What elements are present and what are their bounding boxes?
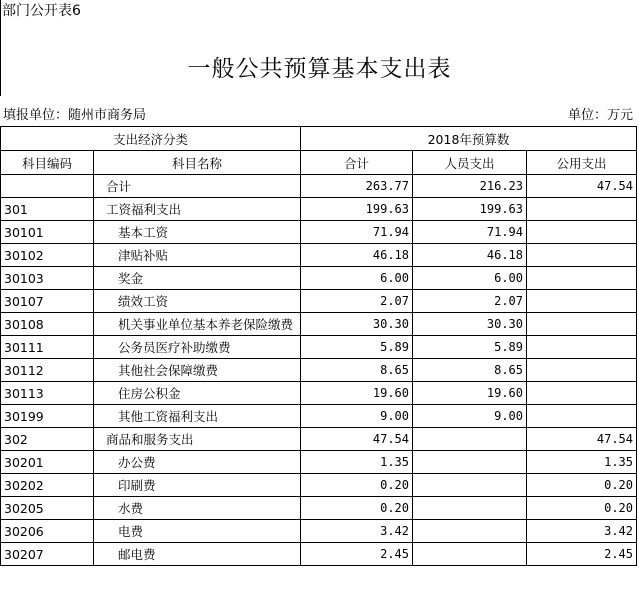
row-total-cell: 71.94	[301, 221, 413, 244]
row-code-cell: 30202	[1, 474, 94, 497]
header-total: 合计	[301, 151, 413, 175]
row-name-cell: 合计	[94, 175, 301, 198]
row-public-cell	[527, 313, 637, 336]
table-row	[1, 451, 637, 474]
table-row	[1, 474, 637, 497]
row-code-cell: 30107	[1, 290, 94, 313]
corner-label: 部门公开表6	[2, 3, 81, 19]
table-row	[1, 244, 637, 267]
row-public-cell: 0.20	[527, 474, 637, 497]
row-code-cell	[1, 175, 94, 198]
row-code-cell: 30206	[1, 520, 94, 543]
currency-unit: 单位：万元	[567, 108, 633, 123]
row-total-cell: 6.00	[301, 267, 413, 290]
row-public-cell: 2.45	[527, 543, 637, 566]
row-public-cell: 1.35	[527, 451, 637, 474]
page-title: 一般公共预算基本支出表	[187, 56, 452, 82]
table-row	[1, 382, 637, 405]
row-total-cell: 0.20	[301, 497, 413, 520]
header-personnel: 人员支出	[413, 151, 527, 175]
row-name-cell: 邮电费	[94, 543, 301, 566]
row-public-cell	[527, 382, 637, 405]
row-code-cell: 30112	[1, 359, 94, 382]
row-name-cell: 水费	[94, 497, 301, 520]
row-code-cell: 30113	[1, 382, 94, 405]
row-code-cell: 30199	[1, 405, 94, 428]
row-name-cell: 印刷费	[94, 474, 301, 497]
table-row	[1, 543, 637, 566]
row-personnel-cell	[413, 497, 527, 520]
row-public-cell	[527, 359, 637, 382]
table-row	[1, 175, 637, 198]
table-row	[1, 198, 637, 221]
header-code: 科目编码	[1, 151, 94, 175]
budget-table	[0, 126, 637, 566]
row-name-cell: 其他社会保障缴费	[94, 359, 301, 382]
row-code-cell: 30108	[1, 313, 94, 336]
row-personnel-cell: 30.30	[413, 313, 527, 336]
row-total-cell: 199.63	[301, 198, 413, 221]
row-total-cell: 2.07	[301, 290, 413, 313]
row-total-cell: 46.18	[301, 244, 413, 267]
header-column-row	[1, 151, 637, 175]
row-public-cell	[527, 290, 637, 313]
row-name-cell: 津贴补贴	[94, 244, 301, 267]
row-total-cell: 263.77	[301, 175, 413, 198]
row-personnel-cell: 5.89	[413, 336, 527, 359]
row-total-cell: 8.65	[301, 359, 413, 382]
row-name-cell: 奖金	[94, 267, 301, 290]
table-row	[1, 221, 637, 244]
row-personnel-cell: 46.18	[413, 244, 527, 267]
row-total-cell: 0.20	[301, 474, 413, 497]
row-personnel-cell	[413, 543, 527, 566]
row-personnel-cell: 6.00	[413, 267, 527, 290]
row-personnel-cell: 71.94	[413, 221, 527, 244]
row-total-cell: 2.45	[301, 543, 413, 566]
row-code-cell: 30102	[1, 244, 94, 267]
row-public-cell: 0.20	[527, 497, 637, 520]
row-total-cell: 30.30	[301, 313, 413, 336]
row-personnel-cell: 199.63	[413, 198, 527, 221]
table-row	[1, 313, 637, 336]
row-total-cell: 5.89	[301, 336, 413, 359]
row-personnel-cell: 216.23	[413, 175, 527, 198]
header-name: 科目名称	[94, 151, 301, 175]
row-name-cell: 其他工资福利支出	[94, 405, 301, 428]
row-personnel-cell: 19.60	[413, 382, 527, 405]
row-code-cell: 30101	[1, 221, 94, 244]
table-row	[1, 520, 637, 543]
row-public-cell	[527, 198, 637, 221]
row-code-cell: 30205	[1, 497, 94, 520]
table-row	[1, 497, 637, 520]
row-code-cell: 302	[1, 428, 94, 451]
row-personnel-cell: 2.07	[413, 290, 527, 313]
row-personnel-cell: 8.65	[413, 359, 527, 382]
header-public: 公用支出	[527, 151, 637, 175]
row-public-cell	[527, 221, 637, 244]
table-row	[1, 336, 637, 359]
table-row	[1, 290, 637, 313]
row-name-cell: 基本工资	[94, 221, 301, 244]
reporting-unit: 填报单位：随州市商务局	[3, 108, 147, 123]
row-personnel-cell	[413, 451, 527, 474]
row-personnel-cell	[413, 474, 527, 497]
row-code-cell: 30111	[1, 336, 94, 359]
row-public-cell: 47.54	[527, 428, 637, 451]
row-personnel-cell: 9.00	[413, 405, 527, 428]
row-total-cell: 1.35	[301, 451, 413, 474]
row-name-cell: 商品和服务支出	[94, 428, 301, 451]
row-name-cell: 电费	[94, 520, 301, 543]
row-total-cell: 3.42	[301, 520, 413, 543]
row-code-cell: 30103	[1, 267, 94, 290]
row-name-cell: 住房公积金	[94, 382, 301, 405]
row-code-cell: 30201	[1, 451, 94, 474]
table-row	[1, 405, 637, 428]
row-code-cell: 301	[1, 198, 94, 221]
row-name-cell: 绩效工资	[94, 290, 301, 313]
row-name-cell: 工资福利支出	[94, 198, 301, 221]
row-public-cell: 3.42	[527, 520, 637, 543]
row-name-cell: 机关事业单位基本养老保险缴费	[94, 313, 301, 336]
row-name-cell: 办公费	[94, 451, 301, 474]
row-total-cell: 9.00	[301, 405, 413, 428]
row-public-cell	[527, 244, 637, 267]
row-personnel-cell	[413, 520, 527, 543]
header-group-classification: 支出经济分类	[1, 127, 301, 151]
row-name-cell: 公务员医疗补助缴费	[94, 336, 301, 359]
row-total-cell: 19.60	[301, 382, 413, 405]
row-total-cell: 47.54	[301, 428, 413, 451]
row-public-cell	[527, 267, 637, 290]
table-row	[1, 428, 637, 451]
table-row	[1, 267, 637, 290]
row-public-cell: 47.54	[527, 175, 637, 198]
row-code-cell: 30207	[1, 543, 94, 566]
header-group-row	[1, 127, 637, 151]
table-row	[1, 359, 637, 382]
row-personnel-cell	[413, 428, 527, 451]
row-public-cell	[527, 336, 637, 359]
header-group-budget: 2018年预算数	[301, 127, 637, 151]
row-public-cell	[527, 405, 637, 428]
